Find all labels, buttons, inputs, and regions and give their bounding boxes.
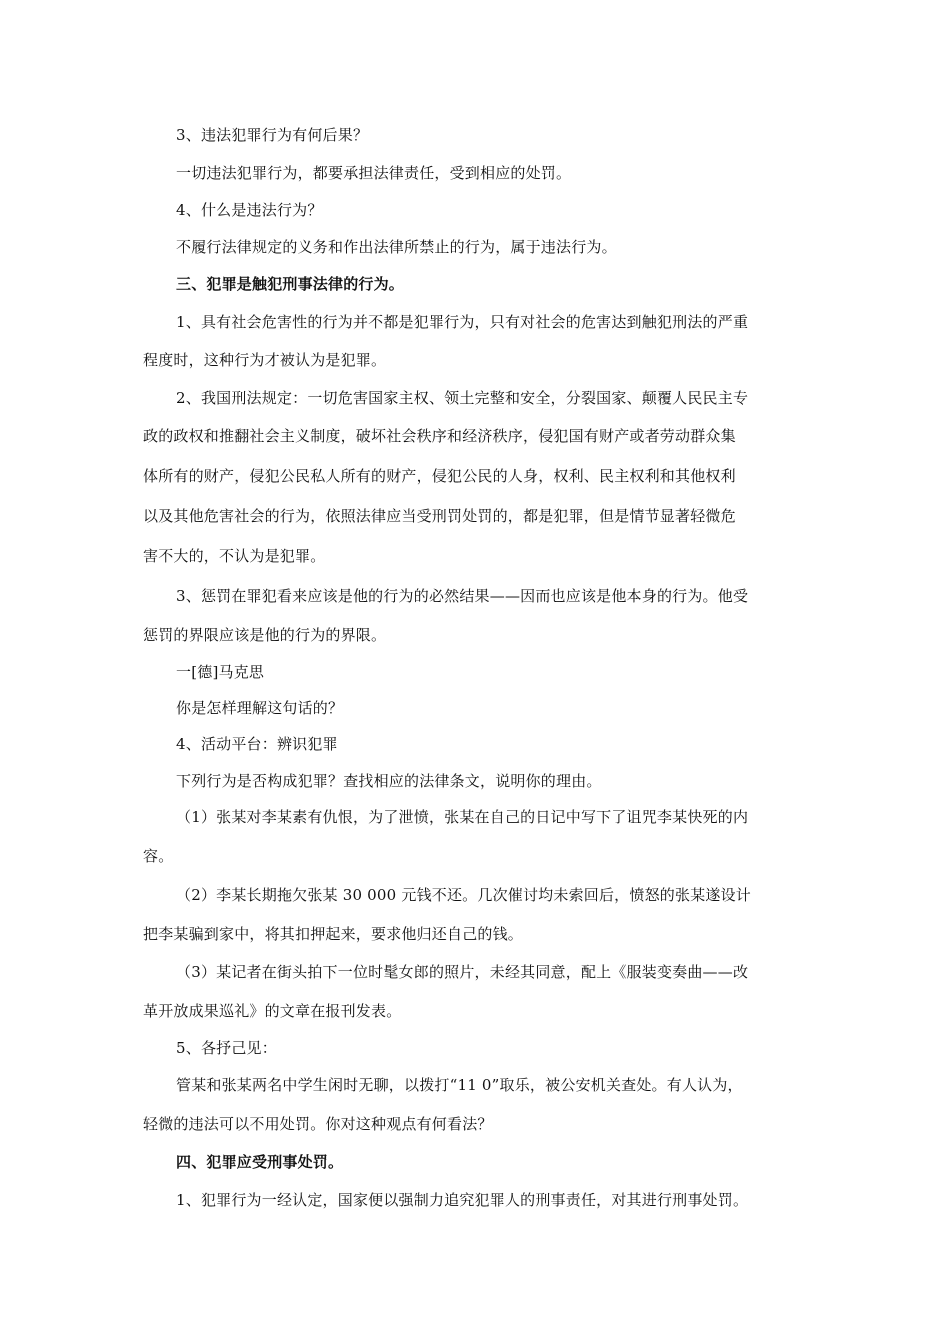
case-1-line-2: 容。 bbox=[143, 847, 174, 865]
activity-instructions: 下列行为是否构成犯罪？查找相应的法律条文，说明你的理由。 bbox=[176, 772, 602, 790]
answer-3-text: 一切违法犯罪行为，都要承担法律责任，受到相应的处罚。 bbox=[176, 164, 572, 182]
answer-4-text: 不履行法律规定的义务和作出法律所禁止的行为，属于违法行为。 bbox=[176, 238, 617, 256]
case-2-line-2: 把李某骗到家中，将其扣押起来，要求他归还自己的钱。 bbox=[143, 925, 524, 943]
quote-line-1: 3、惩罚在罪犯看来应该是他的行为的必然结果——因而也应该是他本身的行为。他受 bbox=[176, 587, 749, 605]
case-3-line-1: （3）某记者在街头拍下一位时髦女郎的照片，未经其同意，配上《服装变奏曲——改 bbox=[176, 963, 749, 981]
quote-author: 一[德]马克思 bbox=[176, 663, 265, 681]
quote-question: 你是怎样理解这句话的？ bbox=[176, 699, 344, 717]
section-4-heading: 四、犯罪应受刑事处罚。 bbox=[176, 1153, 344, 1171]
quote-line-2: 惩罚的界限应该是他的行为的界限。 bbox=[143, 626, 387, 644]
case-2-line-1: （2）李某长期拖欠张某 30 000 元钱不还。几次催讨均未索回后，愤怒的张某遂设计 bbox=[176, 886, 751, 904]
discussion-line-1: 管某和张某两名中学生闲时无聊，以拨打“11 0”取乐，被公安机关查处。有人认为， bbox=[176, 1076, 743, 1094]
case-3-line-2: 革开放成果巡礼》的文章在报刊发表。 bbox=[143, 1002, 402, 1020]
paragraph-2-line-5: 害不大的，不认为是犯罪。 bbox=[143, 547, 326, 565]
paragraph-2-line-1: 2、我国刑法规定：一切危害国家主权、领土完整和安全，分裂国家、颠覆人民民主专 bbox=[176, 389, 749, 407]
question-4-heading: 4、什么是违法行为？ bbox=[176, 201, 323, 219]
paragraph-2-line-4: 以及其他危害社会的行为，依照法律应当受刑罚处罚的，都是犯罪，但是情节显著轻微危 bbox=[143, 507, 736, 525]
discussion-heading: 5、各抒己见： bbox=[176, 1039, 277, 1057]
question-3-heading: 3、违法犯罪行为有何后果？ bbox=[176, 126, 369, 144]
case-1-line-1: （1）张某对李某素有仇恨，为了泄愤，张某在自己的日记中写下了诅咒李某快死的内 bbox=[176, 808, 749, 826]
paragraph-1-line-1: 1、具有社会危害性的行为并不都是犯罪行为，只有对社会的危害达到触犯刑法的严重 bbox=[176, 313, 749, 331]
paragraph-2-line-2: 政的政权和推翻社会主义制度，破坏社会秩序和经济秩序，侵犯国有财产或者劳动群众集 bbox=[143, 427, 736, 445]
paragraph-1-line-2: 程度时，这种行为才被认为是犯罪。 bbox=[143, 351, 387, 369]
section-3-heading: 三、犯罪是触犯刑事法律的行为。 bbox=[176, 275, 405, 293]
section-4-paragraph-1: 1、犯罪行为一经认定，国家便以强制力追究犯罪人的刑事责任，对其进行刑事处罚。 bbox=[176, 1191, 749, 1209]
discussion-line-2: 轻微的违法可以不用处罚。你对这种观点有何看法？ bbox=[143, 1115, 493, 1133]
activity-heading: 4、活动平台：辨识犯罪 bbox=[176, 735, 338, 753]
paragraph-2-line-3: 体所有的财产，侵犯公民私人所有的财产，侵犯公民的人身，权利、民主权利和其他权利 bbox=[143, 467, 736, 485]
